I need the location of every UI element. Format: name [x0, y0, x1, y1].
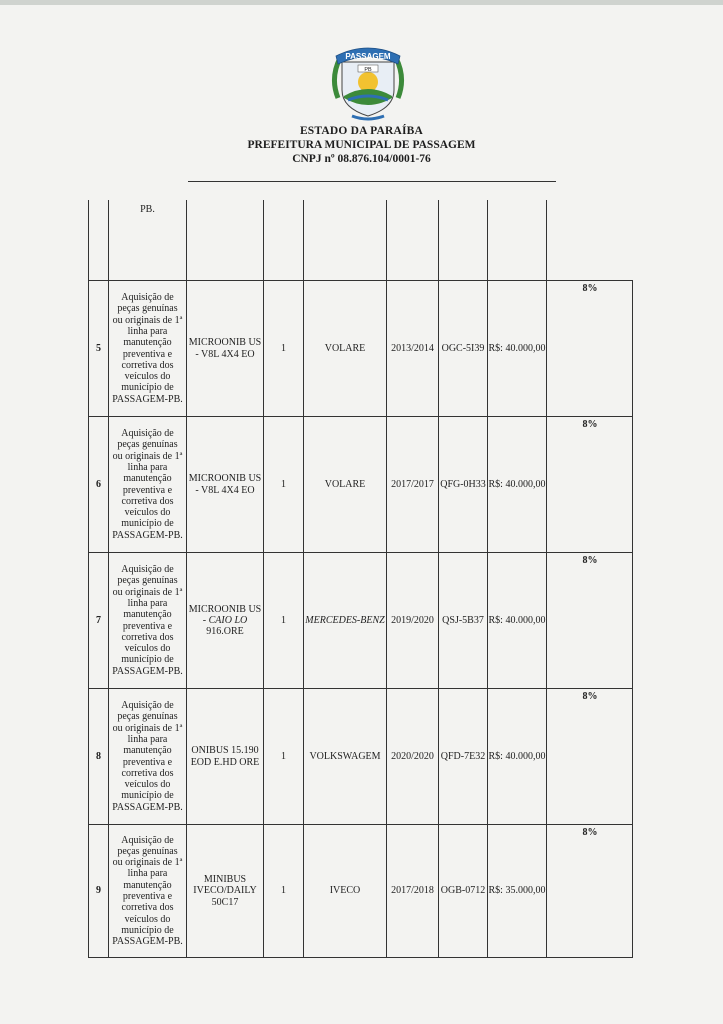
model-cell [187, 200, 264, 280]
table-row [88, 553, 633, 688]
discount-cell: 8% [582, 419, 598, 430]
model-cell: MICROONIB US - V8L 4X4 EO [187, 417, 264, 552]
municipality-heading: PREFEITURA MUNICIPAL DE PASSAGEM [247, 139, 476, 151]
table-bottom-border [88, 957, 633, 958]
model-cell: MINIBUS IVECO/DAILY 50C17 [187, 825, 264, 957]
discount-cell [547, 200, 633, 280]
description-cell: Aquisição de peças genuínas ou originais de 1ª linha para manutenção preventiva e corretiva dos veículos do município de PASSAGEM-PB. [109, 689, 187, 824]
brand-cell: MERCEDES-BENZ [304, 553, 387, 688]
crest-shield-text: PB [364, 67, 372, 73]
discount-cell: 8% [582, 827, 598, 838]
table-row [88, 689, 633, 824]
year-cell: 2019/2020 [387, 553, 439, 688]
value-cell: R$: 40.000,00 [488, 281, 547, 416]
plate-cell: QFG-0H33 [439, 417, 488, 552]
plate-cell: QFD-7E32 [439, 689, 488, 824]
year-cell: 2017/2017 [387, 417, 439, 552]
discount-cell: 8% [582, 555, 598, 566]
qty-cell: 1 [264, 689, 304, 824]
item-number: 8 [88, 689, 109, 824]
description-cell: Aquisição de peças genuínas ou originais de 1ª linha para manutenção preventiva e corretiva dos veículos do município de PASSAGEM-PB. [109, 417, 187, 552]
scan-top-edge [0, 0, 723, 5]
qty-cell: 1 [264, 417, 304, 552]
brand-cell: VOLKSWAGEM [304, 689, 387, 824]
description-cell: Aquisição de peças genuínas ou originais de 1ª linha para manutenção preventiva e corretiva dos veículos do município de PASSAGEM-PB. [109, 281, 187, 416]
value-cell: R$: 40.000,00 [488, 553, 547, 688]
municipal-crest-logo [328, 38, 408, 122]
crest-banner-text: PASSAGEM [345, 52, 391, 61]
model-italic: CAIO LO [208, 614, 248, 626]
model-cell: MICROONIB US - V8L 4X4 EO [187, 281, 264, 416]
discount-cell: 8% [582, 283, 598, 294]
model-cell [187, 553, 264, 688]
qty-cell: 1 [264, 281, 304, 416]
item-number: 9 [88, 825, 109, 957]
brand-cell: VOLARE [304, 417, 387, 552]
table-row-continued [88, 200, 633, 280]
table-row [88, 825, 633, 957]
qty-cell: 1 [264, 553, 304, 688]
year-cell: 2017/2018 [387, 825, 439, 957]
year-cell: 2020/2020 [387, 689, 439, 824]
table-right-border [632, 280, 633, 958]
table-row [88, 281, 633, 416]
discount-cell: 8% [582, 691, 598, 702]
description-cell: PB. [109, 200, 187, 280]
year-cell [387, 200, 439, 280]
item-number: 7 [88, 553, 109, 688]
item-number: 6 [88, 417, 109, 552]
brand-cell: IVECO [304, 825, 387, 957]
value-cell: R$: 35.000,00 [488, 825, 547, 957]
cnpj-heading: CNPJ nº 08.876.104/0001-76 [292, 153, 431, 165]
plate-cell: QSJ-5B37 [439, 553, 488, 688]
model-prefix: MICROONIB US - [188, 603, 262, 626]
year-cell: 2013/2014 [387, 281, 439, 416]
state-heading: ESTADO DA PARAÍBA [299, 125, 424, 137]
value-cell: R$: 40.000,00 [488, 689, 547, 824]
plate-cell [439, 200, 488, 280]
model-suffix: 916.ORE [206, 626, 244, 638]
model-cell: ONIBUS 15.190 EOD E.HD ORE [187, 689, 264, 824]
qty-cell [264, 200, 304, 280]
value-cell: R$: 40.000,00 [488, 417, 547, 552]
item-cell [88, 200, 109, 280]
brand-cell: VOLARE [304, 281, 387, 416]
item-number: 5 [88, 281, 109, 416]
plate-cell: OGB-0712 [439, 825, 488, 957]
plate-cell: OGC-5I39 [439, 281, 488, 416]
description-cell: Aquisição de peças genuínas ou originais de 1ª linha para manutenção preventiva e corretiva dos veículos do município de PASSAGEM-PB. [109, 825, 187, 957]
value-cell [488, 200, 547, 280]
table-row [88, 417, 633, 552]
qty-cell: 1 [264, 825, 304, 957]
header-divider [188, 181, 556, 182]
description-cell: Aquisição de peças genuínas ou originais de 1ª linha para manutenção preventiva e corretiva dos veículos do município de PASSAGEM-PB. [109, 553, 187, 688]
brand-cell [304, 200, 387, 280]
